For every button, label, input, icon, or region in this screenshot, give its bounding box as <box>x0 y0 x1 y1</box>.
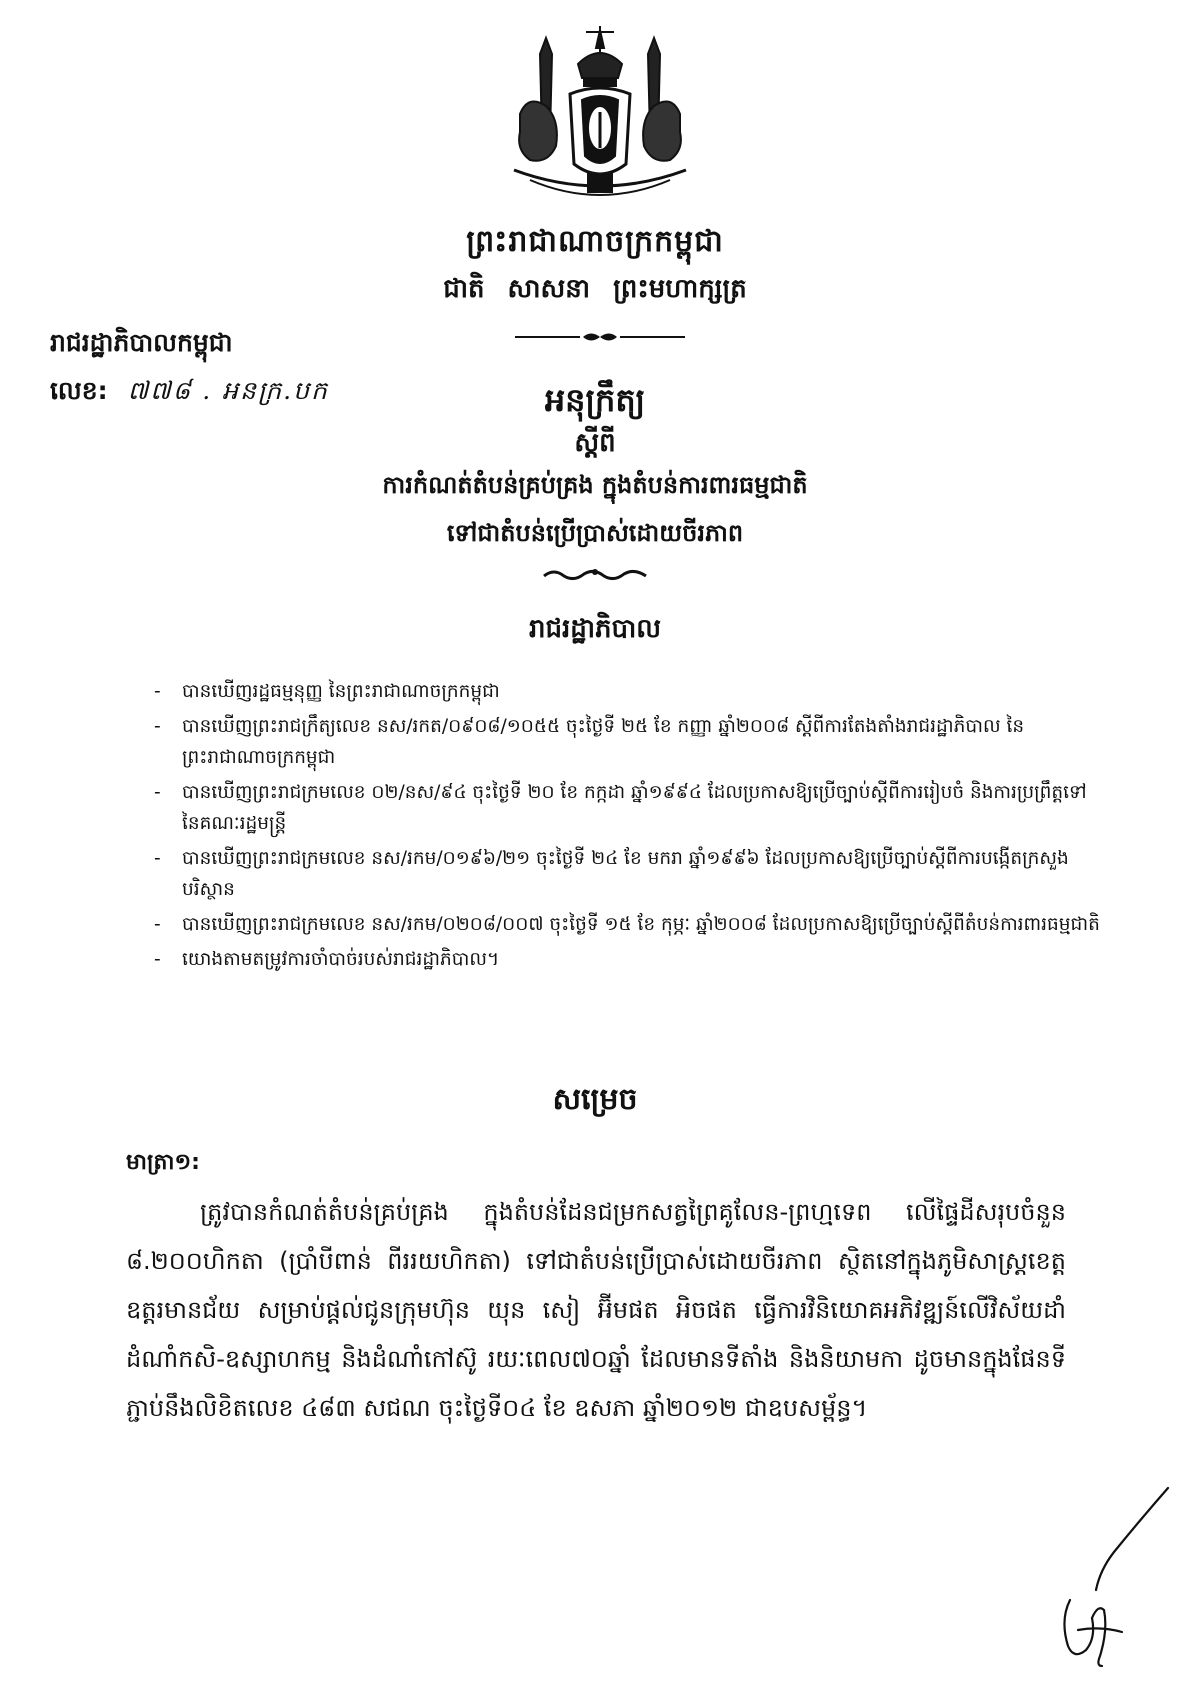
coat-of-arms-emblem <box>500 24 700 214</box>
issuing-government: រាជរដ្ឋាភិបាលកម្ពុជា <box>50 328 233 357</box>
ornament-divider-top <box>515 330 685 344</box>
kingdom-title: ព្រះរាជាណាចក្រកម្ពុជា <box>466 224 724 259</box>
preamble-item: - បានឃើញរដ្ឋធម្មនុញ្ញ នៃព្រះរាជាណាចក្រកម្ពុជា <box>150 676 1100 707</box>
article-text: ត្រូវបានកំណត់តំបន់គ្រប់គ្រង ក្នុងតំបន់ដែនជម្រកសត្វព្រៃគូលែន-ព្រហ្មទេព លើផ្ទៃដីសរុបចំនួន ៨.២០០ហិកតា (ប្រាំបីពាន់ ពីររយហិកតា) ទៅជាតំបន់ប្រើប្រាស់ដោយចីរភាព ស្ថិតនៅក្នុងភូមិសាស្ត្រខេត្តឧត្តរមានជ័យ សម្រាប់ផ្តល់ជូនក្រុមហ៊ុន យុន សៀ អ៊ីមផត អិចផត ធ្វើការវិនិយោគអភិវឌ្ឍន៍លើវិស័យដាំដំណាំកសិ-ឧស្សាហកម្ម និងដំណាំកៅស៊ូ រយៈពេល៧០ឆ្នាំ ដែលមានទីតាំង និងនិយាមកា ដូចមានក្នុងផែនទីភ្ជាប់នឹងលិខិតលេខ ៤៨៣ សជណ ចុះថ្ងៃទី០៤ ខែ ឧសភា ឆ្នាំ២០១២ ជាឧបសម្ព័ន្ធ។ <box>126 1198 1066 1422</box>
subject-line-1: ការកំណត់តំបន់គ្រប់គ្រង ក្នុងតំបន់ការពារធម្មជាតិ <box>382 471 808 499</box>
article-body <box>126 1188 1066 1433</box>
authority-heading: រាជរដ្ឋាភិបាល <box>528 614 662 644</box>
reference-label: លេខ: <box>50 376 108 405</box>
subject-line-2: ទៅជាតំបន់ប្រើប្រាស់ដោយចីរភាព <box>446 519 744 547</box>
decision-heading: សម្រេច <box>552 1082 638 1117</box>
preamble-item: - បានឃើញព្រះរាជក្រមលេខ នស/រកម/០១៩៦/២១ ចុះថ្ងៃទី ២៤ ខែ មករា ឆ្នាំ១៩៩៦ ដែលប្រកាសឱ្យប្រើច្បាប់ស្តីពីការបង្កើតក្រសួងបរិស្ថាន <box>150 843 1100 905</box>
document-type-heading: អនុក្រឹត្យ <box>544 381 646 419</box>
preamble-item: - បានឃើញព្រះរាជក្រមលេខ ០២/នស/៩៤ ចុះថ្ងៃទី ២០ ខែ កក្កដា ឆ្នាំ១៩៩៤ ដែលប្រកាសឱ្យប្រើច្បាប់ស្តីពីការរៀបចំ និងការប្រព្រឹត្តទៅ នៃគណៈរដ្ឋមន្ត្រី <box>150 777 1100 839</box>
preamble-item: - បានឃើញព្រះរាជក្រឹត្យលេខ នស/រកត/០៩០៨/១០៥៥ ចុះថ្ងៃទី ២៥ ខែ កញ្ញា ឆ្នាំ២០០៨ ស្តីពីការតែងតាំងរាជរដ្ឋាភិបាល នៃព្រះរាជាណាចក្រកម្ពុជា <box>150 711 1100 773</box>
about-label: ស្តីពី <box>574 428 616 458</box>
article-label: មាត្រា១: <box>126 1150 200 1175</box>
preamble-item: - យោងតាមតម្រូវការចាំបាច់របស់រាជរដ្ឋាភិបាល។ <box>150 944 1100 975</box>
preamble-item: - បានឃើញព្រះរាជក្រមលេខ នស/រកម/០២០៨/០០៧ ចុះថ្ងៃទី ១៥ ខែ កុម្ភៈ ឆ្នាំ២០០៨ ដែលប្រកាសឱ្យប្រើច្បាប់ស្តីពីតំបន់ការពារធម្មជាតិ <box>150 909 1100 940</box>
national-motto: ជាតិ សាសនា ព្រះមហាក្សត្រ <box>443 274 747 304</box>
handwritten-signature <box>1030 1480 1170 1670</box>
ornament-divider-middle <box>540 566 650 582</box>
preamble-list <box>150 676 1100 979</box>
reference-number: ៧៧៨ . អនក្រ.បក <box>127 376 329 405</box>
